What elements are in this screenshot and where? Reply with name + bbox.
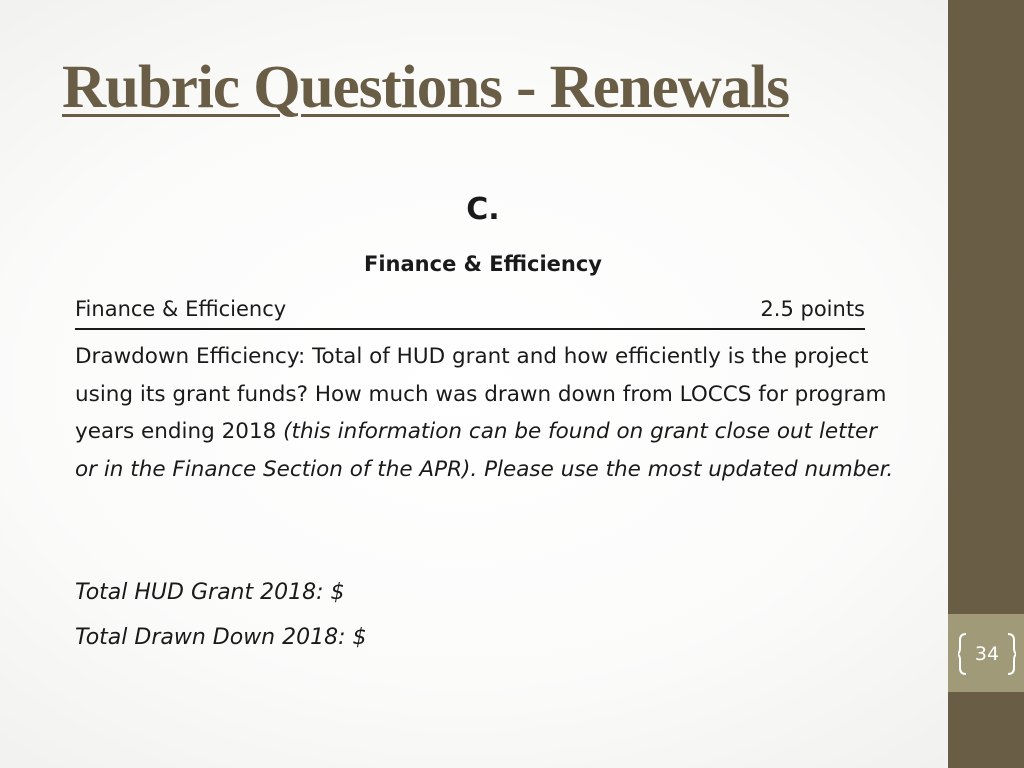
criterion-name: Finance & Efficiency — [75, 297, 287, 321]
total-hud-grant-label: Total HUD Grant 2018: $ — [75, 580, 345, 605]
section-letter: C. — [466, 192, 500, 227]
criterion-row — [75, 296, 865, 330]
total-drawn-down-label: Total Drawn Down 2018: $ — [75, 625, 367, 650]
criterion-description — [75, 338, 905, 488]
criterion-points: 2.5 points — [760, 297, 865, 321]
description-text: Drawdown Efficiency: Total of HUD grant and how efficiently is the project using its grant funds? How much was drawn down from LOCCS for program years ending 2018 — [75, 344, 887, 444]
page-number: 34 — [974, 643, 1000, 665]
slide-title: Rubric Questions - Renewals — [62, 54, 790, 121]
description-italic-note: (this information can be found on grant close out letter or in the Finance Section of the APR). Please use the most updated number. — [75, 419, 894, 482]
section-heading: Finance & Efficiency — [364, 252, 602, 276]
